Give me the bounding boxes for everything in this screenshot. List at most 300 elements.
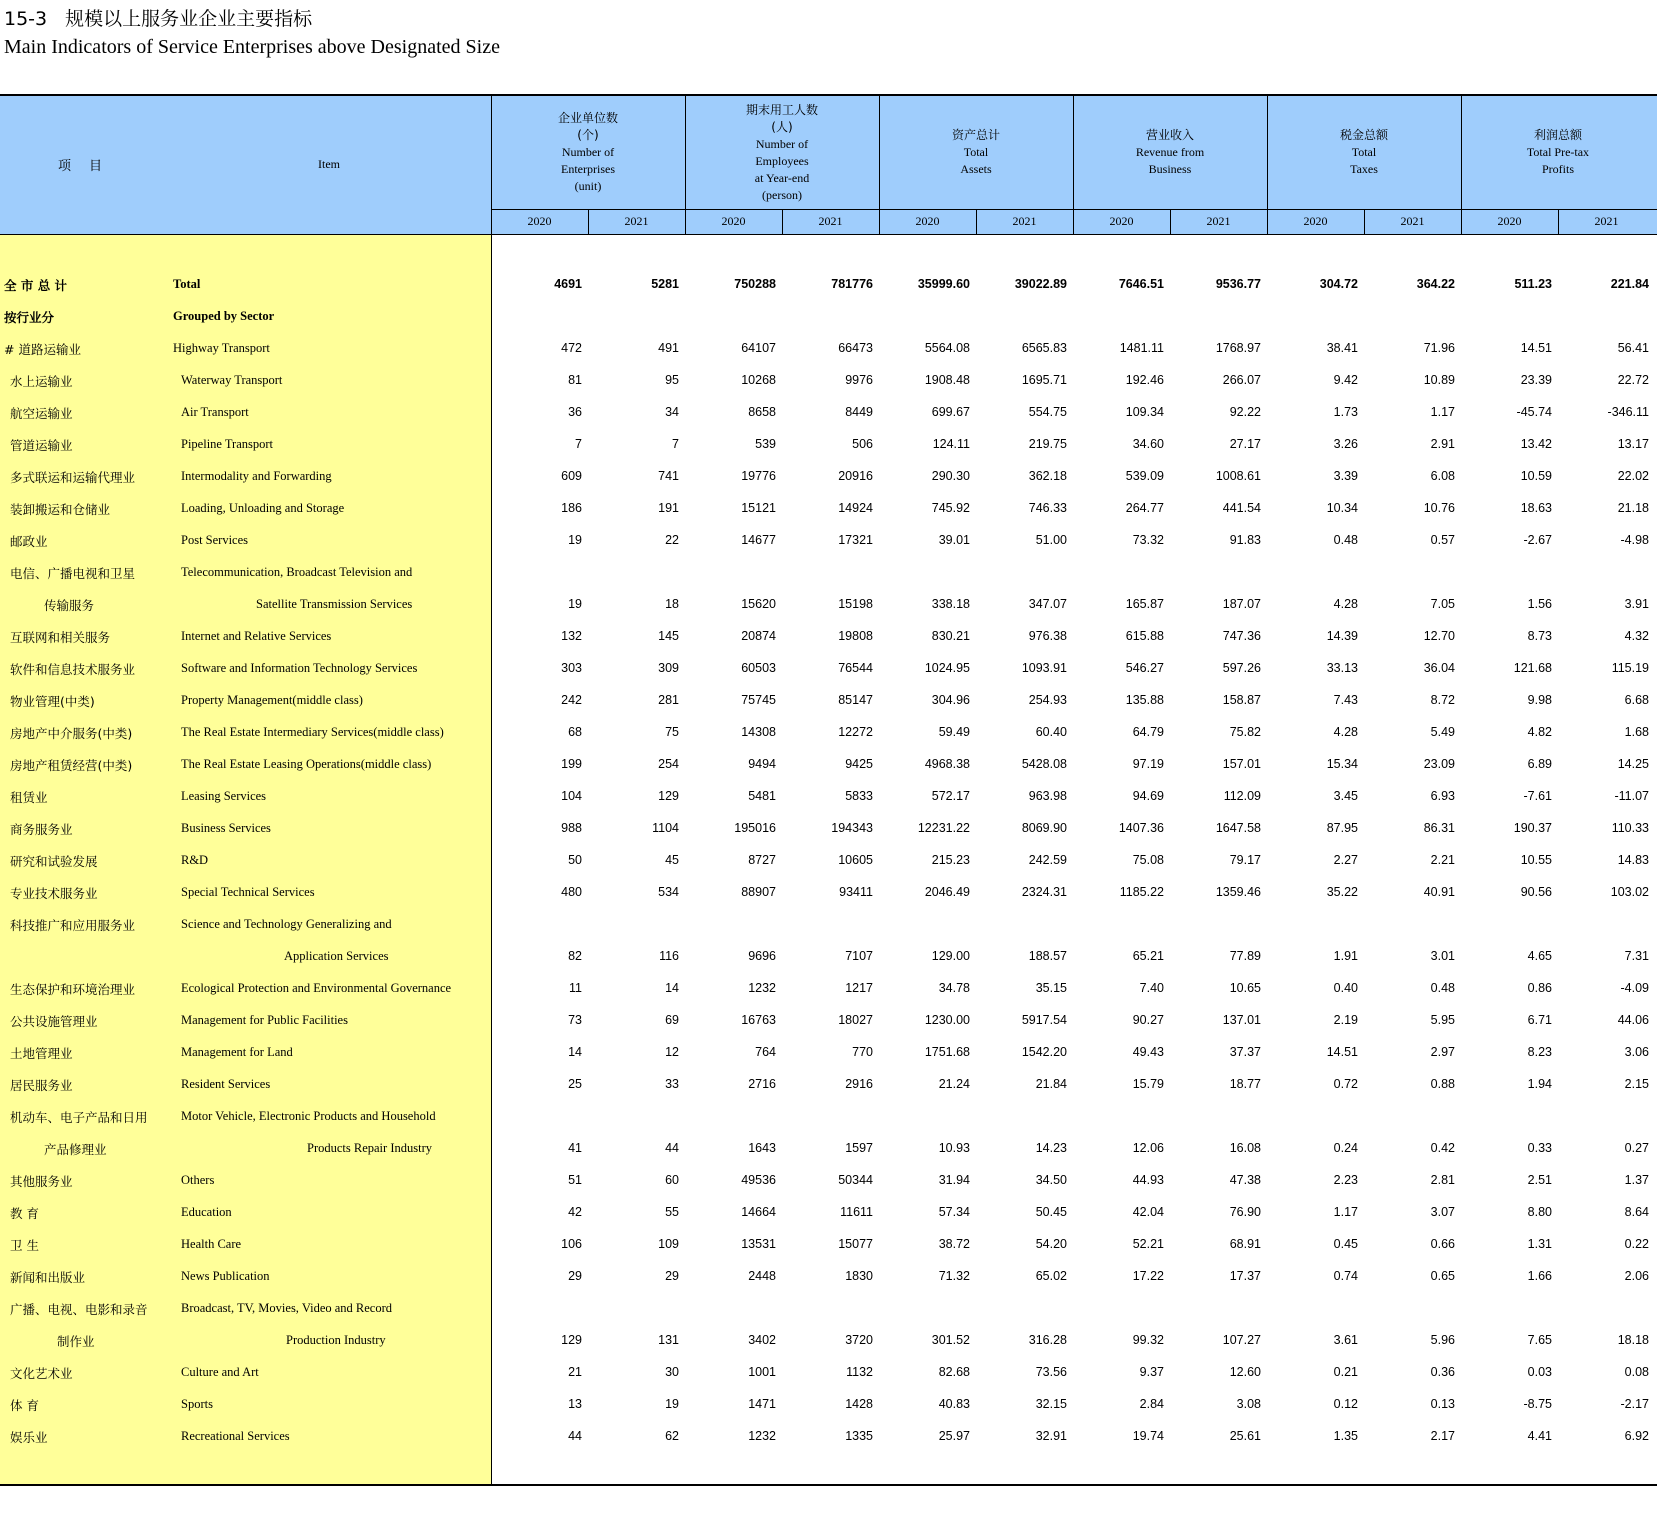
column-header-zh: 企业单位数 — [557, 111, 618, 125]
cell-value: 192.46 — [1125, 373, 1164, 387]
cell-value: 219.75 — [1028, 437, 1067, 451]
cell-value: 13 — [568, 1397, 582, 1411]
cell-value: 17.37 — [1229, 1269, 1261, 1283]
cell-value: 39022.89 — [1014, 277, 1067, 291]
table-row — [0, 1140, 1657, 1160]
row-label-en: Leasing Services — [181, 789, 267, 803]
cell-value: 3.01 — [1430, 949, 1455, 963]
cell-value: 3.39 — [1333, 469, 1358, 483]
cell-value: 3402 — [748, 1333, 776, 1347]
column-header-en: at Year-end — [754, 170, 810, 185]
cell-value: 1.37 — [1624, 1173, 1649, 1187]
cell-value: 4.28 — [1333, 597, 1358, 611]
cell-value: 34 — [665, 405, 679, 419]
year-divider — [976, 209, 977, 234]
table-row — [0, 884, 1657, 904]
cell-value: 14924 — [838, 501, 873, 515]
table-row — [0, 1012, 1657, 1032]
table-row — [0, 532, 1657, 552]
cell-value: 1695.71 — [1021, 373, 1067, 387]
cell-value: 2.19 — [1333, 1013, 1358, 1027]
cell-value: 186 — [561, 501, 582, 515]
cell-value: 3.26 — [1333, 437, 1358, 451]
cell-value: 32.15 — [1035, 1397, 1067, 1411]
row-label-en: Telecommunication, Broadcast Television and — [181, 565, 413, 579]
cell-value: 0.12 — [1333, 1397, 1358, 1411]
cell-value: 14664 — [741, 1205, 776, 1219]
cell-value: 14.83 — [1617, 853, 1649, 867]
cell-value: 112.09 — [1223, 789, 1261, 803]
cell-value: 1093.91 — [1021, 661, 1067, 675]
cell-value: 4.28 — [1333, 725, 1358, 739]
cell-value: 609 — [561, 469, 582, 483]
cell-value: 9425 — [845, 757, 873, 771]
cell-value: 23.09 — [1423, 757, 1455, 771]
cell-value: 14.25 — [1617, 757, 1649, 771]
cell-value: 187.07 — [1222, 597, 1261, 611]
cell-value: 69 — [665, 1013, 679, 1027]
row-label-en: Management for Land — [181, 1045, 293, 1059]
row-label-zh: 土地管理业 — [10, 1046, 73, 1061]
cell-value: 87.95 — [1326, 821, 1358, 835]
cell-value: 0.74 — [1333, 1269, 1358, 1283]
column-header — [685, 96, 879, 209]
cell-value: 7107 — [845, 949, 873, 963]
cell-value: 506 — [852, 437, 873, 451]
cell-value: 1359.46 — [1215, 885, 1261, 899]
column-header-en: Employees — [755, 153, 809, 168]
table-row — [0, 500, 1657, 520]
column-header-en: Total Pre-tax — [1526, 145, 1590, 159]
row-label-en: Waterway Transport — [181, 373, 283, 387]
table-row — [0, 404, 1657, 424]
cell-value: 29 — [665, 1269, 679, 1283]
cell-value: 615.88 — [1125, 629, 1164, 643]
table-row — [0, 788, 1657, 808]
cell-value: 25.97 — [938, 1429, 970, 1443]
cell-value: 2.23 — [1333, 1173, 1358, 1187]
table-row — [0, 1268, 1657, 1288]
cell-value: 546.27 — [1125, 661, 1164, 675]
row-label-en: Air Transport — [181, 405, 249, 419]
cell-value: 52.21 — [1132, 1237, 1164, 1251]
cell-value: 1908.48 — [924, 373, 970, 387]
table-title-zh — [4, 4, 312, 31]
cell-value: 131 — [658, 1333, 679, 1347]
cell-value: 3.06 — [1624, 1045, 1649, 1059]
cell-value: 0.72 — [1333, 1077, 1358, 1091]
cell-value: 129 — [658, 789, 679, 803]
table-row — [0, 1300, 1657, 1320]
cell-value: 59.49 — [938, 725, 970, 739]
cell-value: 0.13 — [1430, 1397, 1455, 1411]
cell-value: 55 — [665, 1205, 679, 1219]
cell-value: 1024.95 — [924, 661, 970, 675]
column-header-unit: (人) — [771, 119, 793, 134]
cell-value: 18.77 — [1229, 1077, 1261, 1091]
cell-value: 7 — [672, 437, 679, 451]
cell-value: 19 — [568, 597, 582, 611]
column-header-unit: (个) — [577, 128, 599, 142]
cell-value: 1.31 — [1527, 1237, 1552, 1251]
table-row — [0, 564, 1657, 584]
cell-value: 17.22 — [1132, 1269, 1164, 1283]
cell-value: 21.84 — [1035, 1077, 1067, 1091]
cell-value: 7.43 — [1333, 693, 1358, 707]
row-label-zh: 邮政业 — [10, 534, 48, 549]
cell-value: 511.23 — [1514, 277, 1552, 291]
cell-value: 37.37 — [1229, 1045, 1261, 1059]
cell-value: 5281 — [651, 277, 679, 291]
cell-value: 11 — [569, 981, 582, 995]
cell-value: 1104 — [652, 821, 679, 835]
row-label-en: Motor Vehicle, Electronic Products and Household — [181, 1109, 436, 1123]
cell-value: 2.15 — [1624, 1077, 1649, 1091]
cell-value: 6.08 — [1430, 469, 1455, 483]
cell-value: 1407.36 — [1118, 821, 1164, 835]
cell-value: 9536.77 — [1215, 277, 1261, 291]
row-label-en: Business Services — [181, 821, 271, 835]
cell-value: 60 — [665, 1173, 679, 1187]
cell-value: 25 — [568, 1077, 582, 1091]
table-row — [0, 1076, 1657, 1096]
cell-value: 6.71 — [1527, 1013, 1552, 1027]
column-header-en: Taxes — [1350, 162, 1378, 176]
row-label-zh: 专业技术服务业 — [10, 886, 98, 901]
cell-value: -346.11 — [1607, 405, 1649, 419]
cell-value: 47.38 — [1229, 1173, 1261, 1187]
cell-value: 2.91 — [1430, 437, 1455, 451]
row-label-en: News Publication — [181, 1269, 270, 1283]
column-header — [1073, 96, 1267, 209]
cell-value: 1001 — [748, 1365, 776, 1379]
column-divider — [1267, 96, 1268, 234]
table-title-zh-text: 规模以上服务业企业主要指标 — [65, 8, 313, 30]
cell-value: 34.60 — [1132, 437, 1164, 451]
cell-value: 12.60 — [1229, 1365, 1261, 1379]
cell-value: 472 — [561, 341, 582, 355]
cell-value: 190.37 — [1513, 821, 1552, 835]
cell-value: 1232 — [748, 1429, 776, 1443]
cell-value: 23.39 — [1520, 373, 1552, 387]
cell-value: 10.93 — [938, 1141, 970, 1155]
cell-value: 71.32 — [938, 1269, 970, 1283]
cell-value: 10268 — [741, 373, 776, 387]
cell-value: 165.87 — [1125, 597, 1164, 611]
cell-value: 18.18 — [1617, 1333, 1649, 1347]
cell-value: 36.04 — [1423, 661, 1455, 675]
item-header-zh: 项目 — [58, 159, 121, 174]
cell-value: 1.17 — [1430, 405, 1455, 419]
cell-value: 2.17 — [1430, 1429, 1455, 1443]
cell-value: 10605 — [838, 853, 873, 867]
cell-value: 75745 — [741, 693, 776, 707]
table-row — [0, 820, 1657, 840]
cell-value: 770 — [852, 1045, 873, 1059]
table-row — [0, 692, 1657, 712]
row-label-en: Loading, Unloading and Storage — [181, 501, 345, 515]
cell-value: 16763 — [741, 1013, 776, 1027]
cell-value: 2448 — [748, 1269, 776, 1283]
row-label-zh: 其他服务业 — [10, 1174, 73, 1189]
cell-value: 534 — [658, 885, 679, 899]
cell-value: 1217 — [845, 981, 873, 995]
cell-value: 35999.60 — [917, 277, 970, 291]
cell-value: 33.13 — [1326, 661, 1358, 675]
cell-value: 7.65 — [1527, 1333, 1552, 1347]
cell-value: 5.96 — [1430, 1333, 1455, 1347]
cell-value: 50 — [568, 853, 582, 867]
year-divider — [1170, 209, 1171, 234]
cell-value: 65.21 — [1132, 949, 1164, 963]
cell-value: 17321 — [838, 533, 873, 547]
cell-value: 215.23 — [931, 853, 970, 867]
cell-value: 199 — [561, 757, 582, 771]
cell-value: 20874 — [741, 629, 776, 643]
row-label-en: Application Services — [284, 949, 389, 963]
item-header-en: Item — [318, 157, 340, 171]
cell-value: 157.01 — [1222, 757, 1261, 771]
cell-value: 1.73 — [1333, 405, 1358, 419]
cell-value: 15.79 — [1132, 1077, 1164, 1091]
cell-value: 254 — [658, 757, 679, 771]
cell-value: 194343 — [831, 821, 873, 835]
cell-value: 44 — [568, 1429, 582, 1443]
cell-value: 19808 — [838, 629, 873, 643]
cell-value: 1.56 — [1527, 597, 1552, 611]
year-rule — [491, 209, 1657, 210]
cell-value: 9.37 — [1139, 1365, 1164, 1379]
cell-value: 10.89 — [1423, 373, 1455, 387]
cell-value: 747.36 — [1222, 629, 1261, 643]
cell-value: 309 — [658, 661, 679, 675]
cell-value: 4968.38 — [924, 757, 970, 771]
table-row — [0, 372, 1657, 392]
cell-value: 1335 — [845, 1429, 873, 1443]
year-label: 2021 — [1012, 214, 1037, 228]
table-row — [0, 916, 1657, 936]
cell-value: 85147 — [838, 693, 873, 707]
cell-value: 3.07 — [1430, 1205, 1455, 1219]
cell-value: 0.36 — [1430, 1365, 1455, 1379]
table-row — [0, 660, 1657, 680]
column-header-en: Profits — [1541, 162, 1574, 176]
column-header-en: Enterprises — [561, 162, 615, 176]
column-divider — [1073, 96, 1074, 234]
cell-value: 1597 — [845, 1141, 873, 1155]
cell-value: 33 — [665, 1077, 679, 1091]
cell-value: -4.09 — [1620, 981, 1649, 995]
row-label-zh: 电信、广播电视和卫星 — [10, 566, 136, 581]
row-label-zh: 新闻和出版业 — [10, 1270, 86, 1285]
row-label-zh: # 道路运输业 — [4, 342, 81, 357]
row-label-en: Culture and Art — [181, 1365, 259, 1379]
cell-value: 1647.58 — [1215, 821, 1261, 835]
year-divider — [782, 209, 783, 234]
cell-value: -7.61 — [1523, 789, 1552, 803]
cell-value: 0.86 — [1527, 981, 1552, 995]
cell-value: 10.55 — [1520, 853, 1552, 867]
cell-value: 2.84 — [1139, 1397, 1164, 1411]
cell-value: 45 — [665, 853, 679, 867]
cell-value: 71.96 — [1423, 341, 1455, 355]
cell-value: 1.94 — [1527, 1077, 1552, 1091]
cell-value: 2.21 — [1430, 853, 1455, 867]
column-header-en: (person) — [762, 187, 802, 202]
cell-value: 2.51 — [1527, 1173, 1552, 1187]
cell-value: 746.33 — [1028, 501, 1067, 515]
table-title-en: Main Indicators of Service Enterprises above Designated Size — [4, 36, 500, 58]
cell-value: 92.22 — [1229, 405, 1261, 419]
cell-value: 7646.51 — [1118, 277, 1164, 291]
cell-value: 1132 — [846, 1365, 873, 1379]
cell-value: 362.18 — [1028, 469, 1067, 483]
table-row — [0, 436, 1657, 456]
cell-value: 94.69 — [1132, 789, 1164, 803]
cell-value: 254.93 — [1028, 693, 1067, 707]
cell-value: 35.22 — [1326, 885, 1358, 899]
cell-value: 18027 — [838, 1013, 873, 1027]
cell-value: 1.35 — [1333, 1429, 1358, 1443]
cell-value: 15121 — [741, 501, 776, 515]
cell-value: 781776 — [831, 277, 873, 291]
year-label: 2020 — [721, 214, 746, 228]
cell-value: 2046.49 — [924, 885, 970, 899]
cell-value: 15620 — [741, 597, 776, 611]
cell-value: 8727 — [748, 853, 776, 867]
row-label-en: Property Management(middle class) — [181, 693, 363, 707]
cell-value: 62 — [665, 1429, 679, 1443]
cell-value: 6.93 — [1430, 789, 1455, 803]
cell-value: 15.34 — [1326, 757, 1358, 771]
cell-value: 40.91 — [1423, 885, 1455, 899]
cell-value: 91.83 — [1229, 533, 1261, 547]
cell-value: 0.27 — [1624, 1141, 1649, 1155]
row-label-en: Post Services — [181, 533, 249, 547]
cell-value: 57.34 — [938, 1205, 970, 1219]
cell-value: 7.05 — [1430, 597, 1455, 611]
row-label-en: Internet and Relative Services — [181, 629, 332, 643]
cell-value: 44.93 — [1132, 1173, 1164, 1187]
cell-value: 12272 — [838, 725, 873, 739]
table-row — [0, 596, 1657, 616]
column-divider — [879, 96, 880, 234]
column-header — [491, 96, 685, 209]
cell-value: 13.17 — [1617, 437, 1649, 451]
cell-value: 93411 — [839, 885, 873, 899]
cell-value: 9.98 — [1527, 693, 1552, 707]
column-divider — [1461, 96, 1462, 234]
cell-value: 14 — [665, 981, 679, 995]
cell-value: 242.59 — [1028, 853, 1067, 867]
cell-value: 14 — [568, 1045, 582, 1059]
cell-value: 9.42 — [1333, 373, 1358, 387]
cell-value: 266.07 — [1222, 373, 1261, 387]
cell-value: 304.72 — [1319, 277, 1358, 291]
cell-value: 572.17 — [931, 789, 970, 803]
column-header-en: Business — [1148, 162, 1192, 176]
cell-value: -2.17 — [1620, 1397, 1649, 1411]
cell-value: 18.63 — [1520, 501, 1552, 515]
cell-value: 76.90 — [1229, 1205, 1261, 1219]
cell-value: 50.45 — [1035, 1205, 1067, 1219]
cell-value: -2.67 — [1523, 533, 1552, 547]
table-row — [0, 628, 1657, 648]
cell-value: 14677 — [741, 533, 776, 547]
cell-value: 539.09 — [1125, 469, 1164, 483]
cell-value: 7.31 — [1624, 949, 1649, 963]
cell-value: 347.07 — [1028, 597, 1067, 611]
row-label-zh: 文化艺术业 — [10, 1366, 73, 1381]
table-row — [0, 1204, 1657, 1224]
column-header-en: Total — [1351, 145, 1377, 159]
year-label: 2021 — [1400, 214, 1425, 228]
cell-value: 137.01 — [1222, 1013, 1261, 1027]
cell-value: 976.38 — [1028, 629, 1067, 643]
cell-value: 5481 — [748, 789, 776, 803]
row-label-en: Satellite Transmission Services — [256, 597, 413, 611]
cell-value: 5.49 — [1430, 725, 1455, 739]
cell-value: 2.81 — [1430, 1173, 1455, 1187]
cell-value: 764 — [755, 1045, 776, 1059]
cell-value: 830.21 — [931, 629, 970, 643]
cell-value: 99.32 — [1132, 1333, 1164, 1347]
cell-value: 22.02 — [1617, 469, 1649, 483]
row-label-zh: 管道运输业 — [10, 438, 73, 453]
row-label-en: Recreational Services — [181, 1429, 290, 1443]
cell-value: 135.88 — [1125, 693, 1164, 707]
cell-value: 1542.20 — [1021, 1045, 1067, 1059]
table-row — [0, 1332, 1657, 1352]
cell-value: 36 — [568, 405, 582, 419]
cell-value: 38.41 — [1326, 341, 1358, 355]
cell-value: 90.56 — [1520, 885, 1552, 899]
cell-value: 0.45 — [1333, 1237, 1358, 1251]
table-row — [0, 1428, 1657, 1448]
cell-value: 0.57 — [1430, 533, 1455, 547]
cell-value: 116 — [659, 949, 679, 963]
cell-value: 8449 — [845, 405, 873, 419]
row-label-en: Grouped by Sector — [173, 309, 275, 323]
cell-value: 1232 — [748, 981, 776, 995]
row-label-en: Pipeline Transport — [181, 437, 274, 451]
cell-value: 4691 — [554, 277, 582, 291]
row-label-zh: 装卸搬运和仓储业 — [10, 502, 111, 517]
cell-value: 745.92 — [931, 501, 970, 515]
cell-value: 56.41 — [1617, 341, 1649, 355]
cell-value: 32.91 — [1035, 1429, 1067, 1443]
cell-value: 29 — [568, 1269, 582, 1283]
column-header-en: Number of — [755, 136, 809, 151]
cell-value: 11611 — [840, 1205, 873, 1219]
cell-value: 88907 — [741, 885, 776, 899]
cell-value: 338.18 — [931, 597, 970, 611]
row-label-en: The Real Estate Intermediary Services(middle class) — [181, 725, 444, 739]
cell-value: 12231.22 — [917, 821, 970, 835]
cell-value: 2916 — [845, 1077, 873, 1091]
cell-value: 77.89 — [1229, 949, 1261, 963]
row-label-en: Management for Public Facilities — [181, 1013, 348, 1027]
year-label: 2020 — [1109, 214, 1134, 228]
year-divider — [588, 209, 589, 234]
cell-value: 19776 — [741, 469, 776, 483]
row-label-en: Total — [173, 277, 201, 291]
table-code: 15-3 — [4, 8, 48, 30]
cell-value: 76544 — [838, 661, 873, 675]
cell-value: 303 — [561, 661, 582, 675]
cell-value: 109 — [658, 1237, 679, 1251]
row-label-en: Sports — [181, 1397, 213, 1411]
